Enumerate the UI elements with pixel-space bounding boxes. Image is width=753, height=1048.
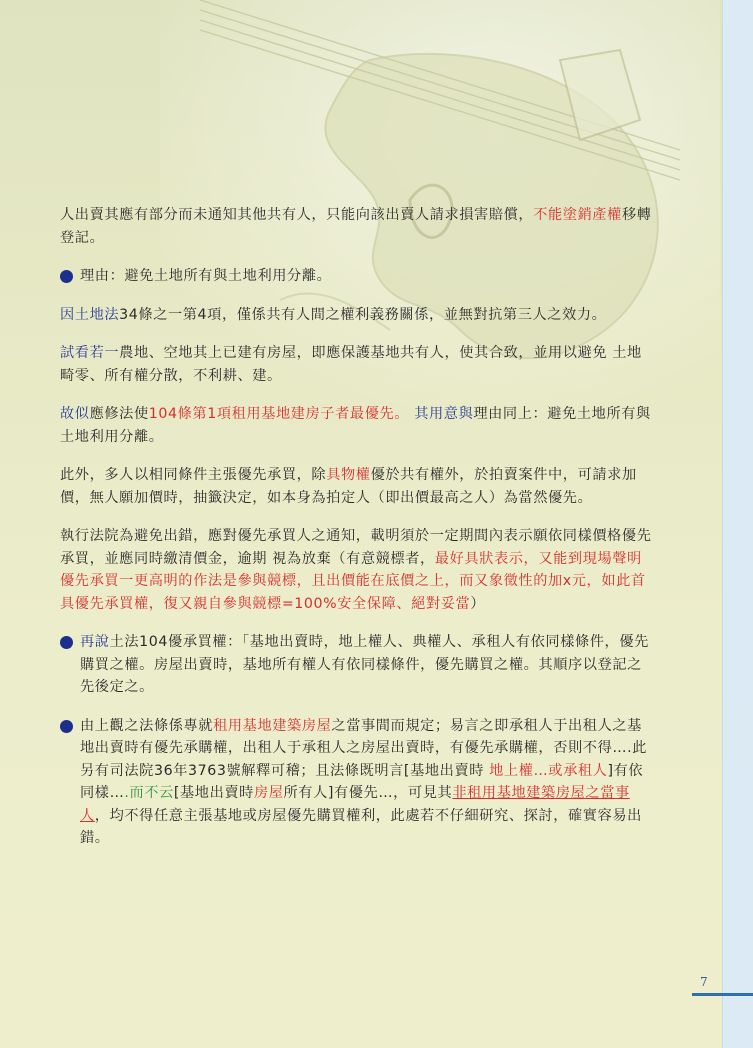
p7-text: 執行法院為避免出錯，應對優先承買人之通知，載明須於一定期間內表示願依同樣價格優先承買，並應同時繳清價金，逾期 視為放棄（有意競標者， <box>60 528 652 567</box>
bullet-conclusion <box>60 715 656 850</box>
p9-text-k: 所有人]有優先…，可見其 <box>283 785 453 801</box>
bullet-reason-text: 理由：避免土地所有與土地利用分離。 <box>80 268 332 284</box>
p8-text: 土法104優承買權：「基地出賣時，地上權人、典權人、承租人有依同樣條件，優先購買之權。房屋出賣時，基地所有權人有依同樣條件，優先購買之權。其順序以登記之先後定之。 <box>80 634 649 695</box>
p3-text: 34條之一第4項，僅係共有人間之權利義務關係，並無對抗第三人之效力。 <box>119 306 607 323</box>
paragraph-7 <box>60 525 656 615</box>
paragraph-4 <box>60 342 656 387</box>
p9-text-m: ，均不得任意主張基地或房屋優先購買權利，此處若不仔細研究、探討，確實容易出錯。 <box>80 807 642 846</box>
p9-text-e: 此另有司法院36年3763號解釋可稽；且法條既明言[基地出賣時 <box>80 740 648 779</box>
bullet-icon <box>60 636 73 649</box>
page-number: 7 <box>700 975 708 989</box>
p9-highlight-f: 地上權…或承租人 <box>489 762 608 779</box>
p9-text-g: ]有依同樣… <box>80 762 644 801</box>
p9-text-a: 由上觀之法條係專就 <box>80 717 214 734</box>
paragraph-1 <box>60 204 656 249</box>
p1-text-end: 移轉登記。 <box>60 207 652 246</box>
page-number-rule <box>692 993 753 996</box>
p6-text: 此外，多人以相同條件主張優先承買，除 <box>60 467 327 483</box>
bullet-reason <box>60 265 656 288</box>
p5-text-2: 理由同上：避免土地所有與土地利用分離。 <box>60 406 651 445</box>
p8-lead: 再說 <box>80 634 110 650</box>
bullet-article-104 <box>60 631 656 699</box>
p7-highlight: 最好具狀表示，又能到現場聲明優先承買一更高明的作法是參與競標，且出價能在底價之上，而又象徵性的加x元，如此首具優先承買權，復又親自參與競標=100%安全保障、絕對妥當 <box>60 550 646 612</box>
paragraph-3 <box>60 304 656 327</box>
document-body <box>60 204 656 866</box>
p9-underlined-l: 非租用基地建築房屋之當事人 <box>80 785 630 824</box>
p9-text-d: . <box>627 740 633 756</box>
p4-lead: 試看若一 <box>60 345 120 361</box>
p6-highlight: 具物權 <box>326 467 371 483</box>
bullet-icon <box>60 270 73 283</box>
p4-text: 農地、空地其上已建有房屋，即應保護基地共有人，使其合致，並用以避免 土地畸零、所有權分散，不利耕、建。 <box>60 345 642 384</box>
paragraph-6 <box>60 464 656 509</box>
bullet-icon <box>60 720 73 733</box>
p5-lead-2: 其用意與 <box>414 406 474 422</box>
p9-highlight-b: 租用基地建築房屋 <box>213 717 332 734</box>
p7-text-end: ） <box>470 595 486 612</box>
p9-green-h: .而不云 <box>124 785 174 801</box>
p9-text-c: 之當事間而規定；易言之即承租人于出租人之基地出賣時有優先承購權，出租人于承租人之房屋出賣時，有優先承購權，否則不得… <box>80 717 642 756</box>
p5-text: 應修法使 <box>89 406 149 422</box>
p5-highlight: 104條第1項租用基地建房子者最優先 <box>148 406 395 422</box>
p5-lead: 故似 <box>60 406 90 422</box>
paragraph-5 <box>60 403 656 448</box>
p5-period: 。 <box>394 406 410 422</box>
p9-highlight-j: 房屋 <box>253 785 284 801</box>
p6-text-end: 優於共有權外，於拍賣案件中，可請求加價，無人願加價時，抽籤決定，如本身為拍定人（即出價最高之人）為當然優先。 <box>60 467 637 506</box>
p3-lead: 因土地法 <box>60 306 120 323</box>
page-edge-strip <box>722 0 753 1048</box>
p1-text: 人出賣其應有部分而未通知其他共有人，只能向該出賣人請求損害賠償， <box>60 207 534 223</box>
p9-text-i: [基地出賣時 <box>173 785 254 801</box>
p1-highlight: 不能塗銷產權 <box>533 207 622 223</box>
